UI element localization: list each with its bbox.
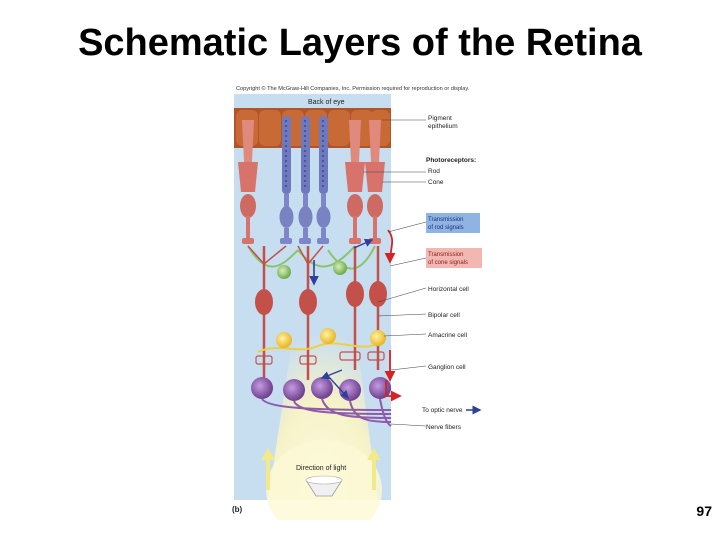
pigment-epithelium <box>234 108 391 148</box>
horizontal-cell-label: Horizontal cell <box>428 286 469 293</box>
pigment-label: Pigment <box>428 115 452 122</box>
optic-nerve-label: To optic nerve <box>422 407 463 414</box>
photoreceptors-label: Photoreceptors: <box>426 157 477 164</box>
direction-of-light-label: Direction of light <box>296 465 347 472</box>
page-number: 97 <box>696 503 712 519</box>
back-of-eye-label: Back of eye <box>308 99 345 106</box>
bipolar-cell-label: Bipolar cell <box>428 312 460 319</box>
rod-signals-label-2: of rod signals <box>428 225 464 231</box>
slide-title: Schematic Layers of the Retina <box>78 22 642 64</box>
rod-signals-label-1: Transmission <box>428 217 464 223</box>
panel-letter: (b) <box>232 505 243 514</box>
nerve-fibers-label: Nerve fibers <box>426 424 462 431</box>
ganglion-cell-label: Ganglion cell <box>428 364 466 371</box>
cone-signals-label-1: Transmission <box>428 252 464 258</box>
rod-cells <box>280 116 331 240</box>
epithelium-label: epithelium <box>428 123 458 130</box>
rod-label: Rod <box>428 168 440 175</box>
retina-figure <box>228 80 492 520</box>
retina-diagram <box>228 80 492 520</box>
cone-signals-label-2: of cone signals <box>428 260 469 266</box>
amacrine-cell-label: Amacrine cell <box>428 332 468 339</box>
cone-label: Cone <box>428 179 444 186</box>
copyright-text: Copyright © The McGraw-Hill Companies, Inc. Permission required for reproduction or display. <box>236 86 470 92</box>
